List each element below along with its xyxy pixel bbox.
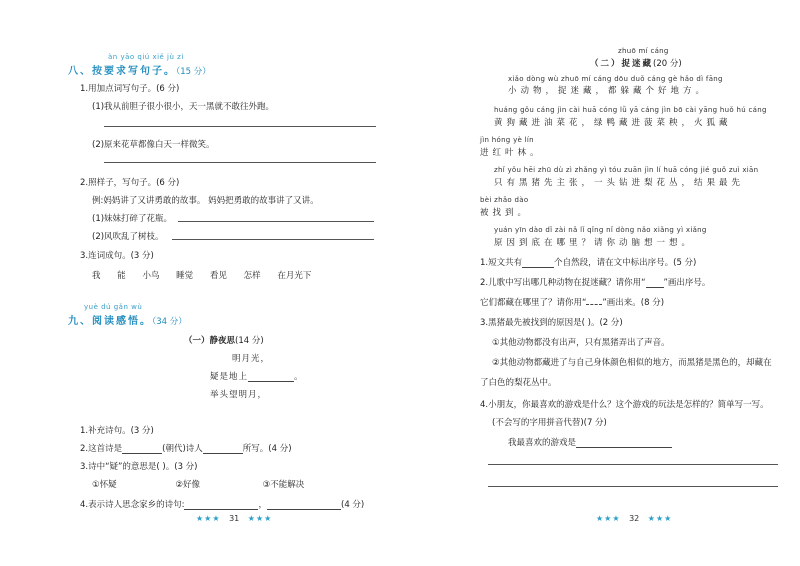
poem-title-text: （一）静夜思	[184, 336, 236, 346]
sec9-pinyin: yuè dú gǎn wù	[84, 303, 143, 311]
q-r2-a: 2.儿歌中写出哪几种动物在捉迷藏？请你用“	[480, 278, 646, 288]
answer-line[interactable]	[488, 486, 778, 487]
q8-1: 1.用加点词写句子。(6 分)	[80, 84, 180, 94]
answer-line[interactable]	[488, 464, 778, 465]
q-r4-prompt-text: 我最喜欢的游戏是	[508, 438, 577, 448]
story-title	[590, 57, 682, 69]
sec8-title	[68, 62, 211, 77]
q-r3-option-2[interactable]: ②其他动物都藏进了与自己身体颜色相似的地方，而黑猪是黑色的，却藏在	[492, 358, 772, 368]
poem-line-3: 举头望明月，	[210, 390, 268, 400]
q-r1-b: 个自然段，请在文中标出序号。(5 分)	[554, 258, 697, 268]
right-page	[400, 0, 800, 566]
q9-2-c: 所写。(4 分)	[242, 444, 292, 454]
q9-2-a: 2.这首诗是	[80, 444, 123, 454]
sec9-points: （34 分）	[152, 317, 187, 327]
row-3-pinyin: jìn hóng yè lín	[480, 136, 534, 144]
row-1-pinyin: xiǎo dòng wù zhuō mí cáng dōu duǒ cáng gè hǎo dì fāng	[508, 75, 723, 83]
word-5: 看见	[209, 271, 227, 281]
q9-4: 4.表示诗人思念家乡的诗句: ， (4 分)	[80, 500, 365, 510]
q-r2-second	[480, 296, 664, 308]
paragraph-count-blank[interactable]	[522, 259, 554, 268]
q-r2-d: ”画出来。(8 分)	[602, 298, 665, 308]
star-decoration: ★★★	[196, 514, 221, 523]
row-5-hanzi: 被找到。	[480, 208, 531, 218]
sec9-title	[68, 312, 187, 327]
q9-4-text: 4.表示诗人思念家乡的诗句:	[80, 500, 185, 510]
poem-line-2-text: 疑是地上	[210, 372, 249, 382]
answer-line[interactable]	[104, 162, 376, 163]
row-6-hanzi: 原因到底在哪里？请你动脑想一想。	[494, 238, 695, 248]
q-r2-b: ”画出序号。	[663, 278, 711, 288]
sec9-title-text: 九、阅读感悟。	[68, 316, 152, 327]
word-4: 睡觉	[176, 271, 194, 281]
q8-3-words	[92, 269, 311, 281]
row-5-pinyin: bèi zhǎo dào	[480, 196, 529, 204]
word-6: 怎样	[243, 271, 261, 281]
word-7: 在月光下	[277, 271, 312, 281]
right-page-number: 32	[629, 514, 640, 523]
story-title-text: （二）捉迷藏	[590, 59, 654, 69]
q-r3-option-2-cont: 了白色的梨花丛中。	[480, 378, 557, 388]
q9-3: 3.诗中“疑”的意思是( )。(3 分)	[80, 462, 198, 472]
right-page-footer	[596, 514, 672, 523]
q-r1	[480, 256, 696, 268]
poem-points: (14 分)	[235, 336, 264, 346]
q8-2-2: (2)风吹乱了树枝。	[92, 232, 164, 242]
star-decoration: ★★★	[647, 514, 673, 523]
row-3-hanzi: 进红叶林。	[480, 148, 543, 158]
row-4-pinyin: zhǐ yǒu hēi zhū dù zì zhǎng yì tóu zuān jìn lí huā cóng jié guǒ zuì xiān	[494, 166, 759, 174]
q8-2: 2.照样子，写句子。(6 分)	[80, 178, 180, 188]
q-r4-prompt	[508, 436, 672, 448]
word-2: 能	[117, 271, 126, 281]
row-1-hanzi: 小动物，捉迷藏，都躲藏个好地方。	[508, 86, 709, 96]
left-page-number: 31	[229, 514, 240, 523]
q-r4: 4.小朋友，你最喜欢的游戏是什么？这个游戏的玩法是怎样的？简单写一写。	[480, 400, 769, 410]
q9-3-options	[92, 478, 304, 490]
option-2[interactable]: ②好像	[175, 480, 200, 490]
answer-line[interactable]	[178, 221, 374, 222]
story-title-pinyin: zhuō mí cáng	[618, 47, 669, 55]
q9-2	[80, 442, 292, 454]
q-r1-a: 1.短文共有	[480, 258, 523, 268]
word-3: 小鸟	[142, 271, 160, 281]
sec8-title-text: 八、按要求写句子。	[68, 66, 176, 77]
verse-blank-2[interactable]	[267, 501, 341, 510]
poem-title	[184, 334, 264, 346]
q-r2-c: 它们都藏在哪里了？请你用“	[480, 298, 587, 308]
answer-line[interactable]	[172, 239, 374, 240]
q-r4-note: (不会写的字用拼音代替)(7 分)	[492, 418, 607, 428]
option-3[interactable]: ③不能解决	[262, 480, 305, 490]
favorite-game-blank[interactable]	[576, 439, 672, 448]
q9-2-b: (朝代)诗人	[162, 444, 203, 454]
answer-line[interactable]	[104, 126, 376, 127]
wavy-mark	[586, 296, 602, 305]
dynasty-blank[interactable]	[122, 445, 162, 454]
poem-line-1: 明月光，	[232, 354, 271, 364]
row-6-pinyin: yuán yīn dào dǐ zài nǎ lǐ qǐng nǐ dòng nǎo xiǎng yì xiǎng	[494, 226, 707, 234]
q8-2-example: 例:妈妈讲了又讲勇敢的故事。 妈妈把勇敢的故事讲了又讲。	[92, 196, 319, 206]
row-2-hanzi: 黄狗藏进油菜花，绿鸭藏进菠菜秧，火狐藏	[494, 118, 732, 128]
row-4-hanzi: 只有黑猪先主张，一头钻进梨花丛，结果最先	[494, 178, 745, 188]
verse-blank-1[interactable]	[184, 501, 258, 510]
poem-line-2: 疑是地上 。	[210, 372, 304, 382]
poem-blank[interactable]	[248, 373, 294, 382]
sec8-pinyin: àn yāo qiú xiě jù zi	[108, 53, 184, 61]
q-r2	[480, 276, 710, 288]
poet-blank[interactable]	[203, 445, 243, 454]
left-page-footer	[196, 514, 272, 523]
q8-3: 3.连词成句。(3 分)	[80, 251, 154, 261]
q-r3: 3.黑猪最先被找到的原因是( )。(2 分)	[480, 318, 623, 328]
word-1: 我	[92, 271, 101, 281]
star-decoration: ★★★	[247, 514, 273, 523]
underline-mark	[646, 279, 664, 288]
sec8-points: （15 分）	[176, 67, 211, 77]
q8-1-1: (1)我从前胆子很小很小，天一黑就不敢往外跑。	[92, 102, 275, 112]
story-title-points: (20 分)	[653, 59, 682, 69]
q9-4-points: (4 分)	[341, 500, 365, 510]
q8-1-2: (2)原来花草都像白天一样微笑。	[92, 140, 215, 150]
q8-2-1: (1)妹妹打碎了花瓶。	[92, 214, 173, 224]
q9-1: 1.补充诗句。(3 分)	[80, 426, 154, 436]
q-r3-option-1[interactable]: ①其他动物都没有出声，只有黑猪弄出了声音。	[492, 338, 670, 348]
star-decoration: ★★★	[596, 514, 621, 523]
option-1[interactable]: ①怀疑	[92, 480, 117, 490]
row-2-pinyin: huáng gǒu cáng jìn cài huā cóng lǜ yā cáng jìn bō cài yāng huǒ hú cáng	[494, 106, 767, 114]
